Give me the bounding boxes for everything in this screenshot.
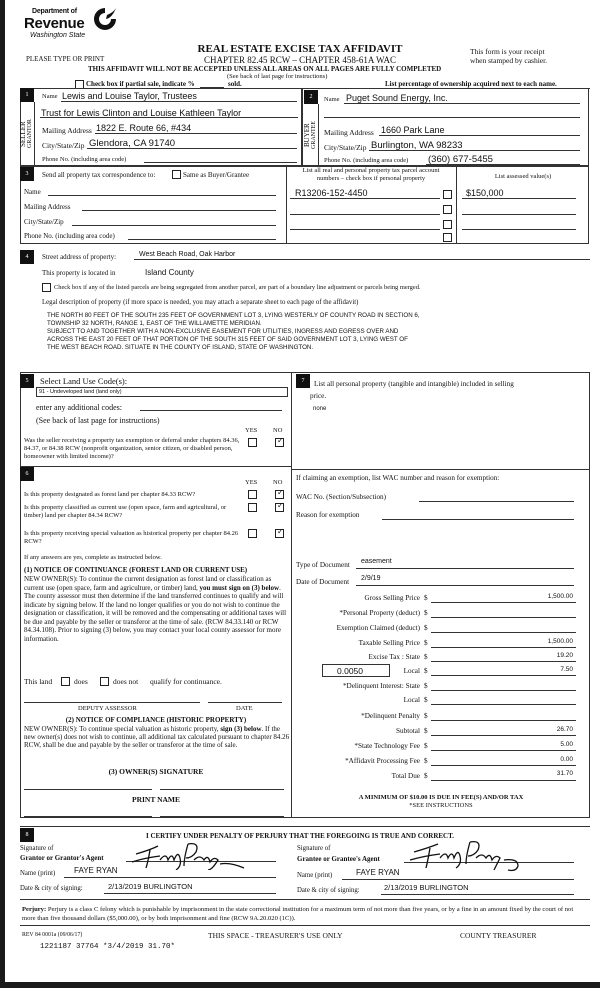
money-value-taxable[interactable]: 1,500.00 [547,638,573,645]
buyer-mailing-label: Mailing Address [324,128,374,137]
money-label-total-due: Total Due [391,772,420,780]
section-number-5: 5 [20,374,34,388]
q-exemption-yes-checkbox[interactable] [248,438,257,447]
partial-sale-sold: sold. [228,80,242,88]
owner-signature-label: (3) OWNER(S) SIGNATURE [108,767,204,776]
land-use-label: Select Land Use Code(s): [40,376,128,386]
exemption-label: If claiming an exemption, list WAC number and reason for exemption: [296,474,500,482]
money-label-gross: Gross Selling Price [364,594,420,602]
receipt-note-2: when stamped by cashier. [470,56,548,65]
see-instructions-note: *SEE INSTRUCTIONS [409,802,473,809]
corr-phone-field[interactable] [128,230,276,240]
parcel-number-3[interactable] [290,220,440,230]
grantee-date-label: Date & city of signing: [297,887,360,894]
print-name-label: PRINT NAME [132,795,180,804]
land-use-value: 91 - Undeveloped land (land only) [39,389,122,395]
legal-description[interactable]: THE NORTH 80 FEET OF THE SOUTH 235 FEET OF GOVERNMENT LOT 3, LYING WESTERLY OF COUNTY ROAD IN SECTION 6, TOWNSHIP 32 NORTH, RANGE 1, EAST OF THE WILLAMETTE MERIDIAN. SUBJECT TO AND TOGETHER WITH A NON-EXCLUSIVE EASEMENT FOR UTILITIES, INGRESS AND EGRESS OVER AND ACROSS THE EAST 20 FEET OF THAT PORTION OF THE SOUTH 315 FEET OF SAID GOVERNMENT LOT 3, LYING WEST OF THE WEST BEACH ROAD. SITUATE IN THE COUNTY OF ISLAND, STATE OF WASHINGTON. [47,312,420,351]
money-label-delinq-interest-state: *Delinquent Interest: State [342,682,420,690]
grantor-date-label: Date & city of signing: [20,885,83,892]
section-number-6: 6 [20,467,34,481]
q-historic-yes-checkbox[interactable] [248,529,257,538]
county-treasurer-label: COUNTY TREASURER [460,931,537,940]
assessor-date-line[interactable] [208,702,282,703]
additional-codes-label: enter any additional codes: [36,403,122,412]
treasurer-use-label: THIS SPACE - TREASURER'S USE ONLY [208,931,343,940]
grantee-sig-label-2: Grantee or Grantee's Agent [297,855,380,863]
buyer-mailing[interactable]: 1660 Park Lane [381,125,445,135]
notice-continuance-text: NEW OWNER(S): To continue the current designation as forest land or classification as current use (open space, farm and agriculture, or timber) land, you must sign on (3) below. The county assessor must then determine if the land transferred continues to qualify and will indicate by signing below. If the land no longer qualifies or you do not wish to continue the designation or classification, it will be removed and the compensating or additional taxes will be due and payable by the seller or transferor at the time of sale. (RCW 84.33.140 or RCW 84.34.108). Prior to signing (3) below, you may contact your local county assessor for more information. [24,575,287,643]
money-value-processing-fee[interactable]: 0.00 [560,756,573,763]
seller-name[interactable]: Lewis and Louise Taylor, Trustees [62,91,197,101]
grantee-date[interactable]: 2/13/2019 BURLINGTON [384,883,469,892]
land-does-checkbox[interactable] [61,677,70,686]
local-rate-value: 0.0050 [337,666,363,676]
section-number-3: 3 [20,167,34,181]
money-label-delinq-interest-local: Local [403,696,420,704]
grantee-sig-label-1: Signature of [297,845,331,852]
money-label-delinq-penalty: *Delinquent Penalty [361,712,420,720]
seller-name-label: Name [42,93,58,100]
notice-compliance-title: (2) NOTICE OF COMPLIANCE (HISTORIC PROPERTY) [65,716,247,724]
section-number-4: 4 [20,250,34,264]
doc-type-label: Type of Document [296,561,350,569]
money-value-total-due[interactable]: 31.70 [556,770,573,777]
grantee-name[interactable]: FAYE RYAN [356,868,400,877]
money-value-excise-local[interactable]: 7.50 [560,666,573,673]
located-in-label: This property is located in [42,269,116,277]
see-back-note: (See back of last page for instructions) [227,73,328,80]
form-revision: REV 84 0001a (09/06/17) [22,932,83,938]
q-historic-text: Is this property receiving special valuation as historical property per chapter 84.26 RCW? [24,530,239,545]
segregated-parcels-checkbox[interactable] [42,283,51,292]
parcel-personal-checkbox-1[interactable] [443,190,452,199]
buyer-name-label: Name [324,96,340,103]
buyer-phone-label: Phone No. (including area code) [324,157,409,164]
money-label-excise-state: Excise Tax : State [368,653,420,661]
money-value-tech-fee[interactable]: 5.00 [560,741,573,748]
treasurer-stamp: 1221187 37764 *3/4/2019 31.70* [40,943,176,951]
partial-sale-label: Check box if partial sale, indicate % [86,80,195,88]
logo-line1: Department of [32,8,77,15]
partial-sale-percent-field[interactable] [200,79,224,88]
buyer-city-label: City/State/Zip [324,143,367,152]
assessed-value-3[interactable] [462,220,576,230]
certify-statement: I CERTIFY UNDER PENALTY OF PERJURY THAT THE FOREGOING IS TRUE AND CORRECT. [145,832,454,840]
q-forest-yes-checkbox[interactable] [248,490,257,499]
same-as-buyer-label: Same as Buyer/Grantee [183,171,250,179]
please-type: PLEASE TYPE OR PRINT [26,55,105,63]
grantee-name-label: Name (print) [297,872,333,879]
assessed-value-4[interactable] [462,234,576,244]
yes-header-6: YES [245,479,258,486]
reason-field[interactable] [382,510,574,520]
parcel-number-2[interactable] [290,205,440,215]
scan-edge-left [0,0,5,988]
segregated-parcels-label: Check box if any of the listed parcels are being segregated from another parcel, are part of a boundary line adjustment or parcels being merged. [54,284,421,291]
section-number-8: 8 [20,828,34,842]
corr-mailing-label: Mailing Address [24,203,71,211]
q-historic-no-checkbox[interactable] [275,529,284,538]
section-number-7: 7 [296,374,310,388]
land-does-not-label: does not [113,677,139,686]
reason-label: Reason for exemption [296,511,360,519]
money-label-processing-fee: *Affidavit Processing Fee [345,757,420,765]
grantee-signature-scribble [408,840,528,872]
corr-city-field[interactable] [72,216,276,226]
land-use-select[interactable] [36,387,288,397]
grantor-sig-label-2: Grantor or Grantor's Agent [20,854,104,862]
ownership-note: List percentage of ownership acquired next to each name. [385,80,557,88]
seller-phone[interactable] [144,153,297,163]
buyer-name[interactable]: Puget Sound Energy, Inc. [346,93,448,103]
dor-logo [20,5,130,45]
send-correspondence-label: Send all property tax correspondence to: [42,171,156,179]
land-does-label: does [74,677,88,686]
money-label-personal: *Personal Property (deduct) [339,609,420,617]
form-title: REAL ESTATE EXCISE TAX AFFIDAVIT [197,43,403,55]
grantor-signature-scribble [130,840,250,870]
money-value-delinq-interest-local[interactable] [431,694,576,705]
money-value-subtotal[interactable]: 26.70 [556,726,573,733]
grantor-name[interactable]: FAYE RYAN [74,866,118,875]
q-forest-text: Is this property designated as forest land per chapter 84.33 RCW? [24,491,196,498]
money-label-taxable: Taxable Selling Price [358,639,420,647]
this-land-label: This land [24,677,53,686]
assessed-value-1[interactable]: $150,000 [466,188,504,198]
q-current-use-text: Is this property classified as current use (open space, farm and agricultural, or timber) land per chapter 84.34 RCW? [24,504,227,519]
q-forest-no-checkbox[interactable] [275,490,284,499]
legal-description-label: Legal description of property (if more space is needed, you may attach a separate sheet to each page of the affidavit) [42,299,359,306]
money-label-tech-fee: *State Technology Fee [354,742,420,750]
seller-city-label: City/State/Zip [42,141,85,150]
perjury-notice: Perjury: Perjury is a class C felony which is punishable by imprisonment in the state correctional institution for a maximum term of not more than five years, or by a fine in an amount fixed by the court of not more than five thousand dollars ($5,000.00), or by both imprisonment and fine (RCW 9A.20.020 (1C)). [22,906,574,922]
doc-type-value[interactable]: easement [361,558,392,565]
doc-date-value[interactable]: 2/9/19 [361,575,381,582]
money-value-gross[interactable]: 1,500.00 [547,593,573,600]
parcel-personal-checkbox-2[interactable] [443,205,452,214]
logo-line2: Revenue [24,15,85,32]
receipt-note-1: This form is your receipt [470,47,545,56]
corr-name-field[interactable] [48,186,276,196]
seller-side-label: SELLER [19,121,27,147]
property-county[interactable]: Island County [145,268,194,277]
assessed-header: List assessed value(s) [494,173,552,180]
yes-header-5: YES [245,427,258,434]
buyer-phone[interactable]: (360) 677-5455 [428,154,493,165]
no-header-6: NO [273,479,283,486]
seller-name-line2[interactable]: Trust for Lewis Clinton and Louise Kathleen Taylor [41,108,242,118]
personal-property-label-2: price. [310,392,327,400]
money-value-personal[interactable] [431,607,576,618]
grantor-date[interactable]: 2/13/2019 BURLINGTON [108,882,193,891]
personal-property-label-1: List all personal property (tangible and intangible) included in selling [314,380,514,388]
money-value-exemption[interactable] [431,622,576,633]
parcel-personal-checkbox-3[interactable] [443,220,452,229]
seller-mailing[interactable]: 1822 E. Route 66, #434 [96,123,192,133]
street-address-label: Street address of property: [42,253,117,261]
money-label-exemption: Exemption Claimed (deduct) [336,624,420,632]
doc-date-label: Date of Document [296,578,350,586]
form-warning: THIS AFFIDAVIT WILL NOT BE ACCEPTED UNLESS ALL AREAS ON ALL PAGES ARE FULLY COMPLETED [88,65,442,73]
money-value-delinq-interest-state[interactable] [431,680,576,691]
grantor-sig-label-1: Signature of [20,845,54,852]
street-address[interactable]: West Beach Road, Oak Harbor [139,251,236,258]
owner-signature-line-2[interactable] [160,789,284,790]
same-as-buyer-checkbox[interactable] [172,170,181,179]
no-header-5: NO [273,427,283,434]
minimum-due-note: A MINIMUM OF $10.00 IS DUE IN FEE(S) AND/OR TAX [358,794,524,801]
q-current-use-yes-checkbox[interactable] [248,503,257,512]
wac-label: WAC No. (Section/Subsection) [296,493,387,501]
deputy-assessor-label: DEPUTY ASSESSOR [78,705,137,712]
scan-edge-bottom [0,982,600,988]
corr-name-label: Name [24,188,41,196]
logo-line3: Washington State [30,32,86,39]
land-does-not-checkbox[interactable] [100,677,109,686]
parcel-personal-checkbox-4[interactable] [443,233,452,242]
grantor-name-label: Name (print) [20,870,56,877]
seller-phone-label: Phone No. (including area code) [42,156,127,163]
seller-city[interactable]: Glendora, CA 91740 [89,138,176,149]
seller-mailing-label: Mailing Address [42,126,92,135]
money-value-excise-state[interactable]: 19.20 [556,652,573,659]
section-number-2: 2 [304,90,318,104]
grantee-side-label: GRANTEE [311,121,317,149]
owner-signature-line-1[interactable] [24,789,152,790]
additional-codes-field[interactable] [140,401,282,411]
print-name-line-2[interactable] [160,816,284,817]
grantor-side-label: GRANTOR [27,119,33,149]
parcel-number-1[interactable]: R13206-152-4450 [295,188,368,198]
section-number-1: 1 [20,88,34,102]
q-current-use-no-checkbox[interactable] [275,503,284,512]
form-subtitle: CHAPTER 82.45 RCW – CHAPTER 458-61A WAC [204,55,396,65]
buyer-side-label: BUYER [303,123,311,147]
corr-mailing-field[interactable] [82,201,276,211]
assessed-value-2[interactable] [462,205,576,215]
q-exemption-text: Was the seller receiving a property tax exemption or deferral under chapters 84.36, 84.37, or 84.38 RCW (nonprofit organization, senior citizen, or disabled person, homeowner with limited income)? [24,437,240,460]
qualify-label: qualify for continuance. [150,677,222,686]
if-yes-note: If any answers are yes, complete as instructed below. [24,554,162,561]
notice-compliance-text: NEW OWNER(S): To continue special valuation as historic property, sign (3) below. If the new owner(s) does not wish to continue, all additional tax calculated pursuant to chapter 84.26 RCW, shall be due and payable by the seller or transferor at the time of sale. [24,725,290,749]
print-name-line-1[interactable] [24,816,152,817]
deputy-assessor-signature-line[interactable] [24,702,200,703]
q-exemption-no-checkbox[interactable] [275,438,284,447]
see-back-instructions: (See back of last page for instructions) [36,416,160,425]
money-value-delinq-penalty[interactable] [431,710,576,721]
dor-swirl-icon [92,6,118,32]
notice-continuance-title: (1) NOTICE OF CONTINUANCE (FOREST LAND OR CURRENT USE) [24,566,248,574]
date-label: DATE [236,705,253,712]
money-label-subtotal: Subtotal [396,727,420,735]
personal-property-value[interactable]: none [313,406,327,412]
parcel-number-4[interactable] [290,234,440,244]
money-label-excise-local: Local [403,667,420,675]
parcel-header: List all real and personal property tax parcel account numbers – check box if personal property [302,167,440,182]
corr-city-label: City/State/Zip [24,218,64,226]
wac-field[interactable] [419,492,574,502]
corr-phone-label: Phone No. (including area code) [24,232,115,240]
buyer-city[interactable]: Burlington, WA 98233 [371,140,463,151]
